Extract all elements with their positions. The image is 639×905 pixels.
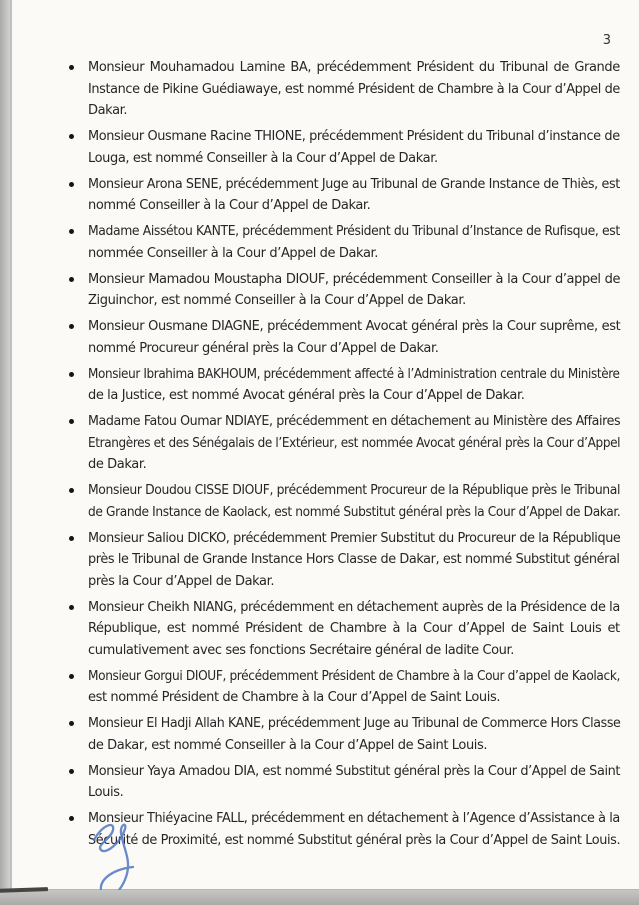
list-item-line: Instance de Pikine Guédiawaye, est nommé Président de Chambre à la Cour d’Appel de (88, 81, 620, 97)
list-item-line: nommé Conseiller à la Cour d’Appel de Dakar. (88, 198, 371, 213)
list-item-line: cumulativement avec ses fonctions Secrétaire général de ladite Cour. (88, 642, 515, 658)
list-item (88, 666, 620, 709)
bullet-icon (69, 277, 74, 282)
bullet-icon (69, 816, 74, 821)
bullet-icon (69, 721, 74, 726)
list-item (88, 597, 620, 662)
list-item-line: de Dakar. (88, 457, 147, 472)
document-body (88, 57, 620, 856)
appointments-list (88, 57, 620, 851)
list-item (88, 364, 620, 407)
list-item (88, 57, 620, 122)
list-item (88, 411, 620, 476)
scan-crease-line (10, 0, 12, 905)
list-item-line: Madame Fatou Oumar NDIAYE, précédemment en détachement au Ministère des Affaires (88, 414, 621, 429)
list-item-line: Monsieur Mamadou Moustapha DIOUF, précédemment Conseiller à la Cour d’appel de (88, 271, 621, 287)
list-item-line: est nommé Président de Chambre à la Cour d’Appel de Saint Louis. (88, 690, 501, 705)
scan-edge-bottom (0, 890, 639, 905)
list-item-line: Monsieur Ousmane DIAGNE, précédemment Avocat général près la Cour suprême, est (88, 319, 621, 334)
list-item-line: Madame Aissétou KANTE, précédemment Président du Tribunal d’Instance de Rufisque, est (88, 224, 620, 239)
list-item-line: Monsieur Ibrahima BAKHOUM, précédemment affecté à l’Administration centrale du Ministère (88, 366, 620, 382)
list-item-line: Monsieur Saliou DICKO, précédemment Premier Substitut du Procureur de la République (88, 530, 621, 546)
bullet-icon (69, 605, 74, 610)
list-item (88, 316, 620, 359)
bullet-icon (69, 182, 74, 187)
bullet-icon (69, 769, 74, 774)
list-item-line: près la Cour d’Appel de Dakar. (88, 573, 275, 589)
page-number: 3 (602, 33, 611, 48)
bullet-icon (69, 536, 74, 541)
list-item-line: Monsieur Yaya Amadou DIA, est nommé Substitut général près la Cour d’Appel de Saint (88, 763, 621, 779)
list-item (88, 480, 620, 523)
list-item-line: nommé Procureur général près la Cour d’Appel de Dakar. (88, 340, 439, 356)
list-item-line: Monsieur Mouhamadou Lamine BA, précédemment Président du Tribunal de Grande (88, 60, 620, 75)
list-item-line: Monsieur Cheikh NIANG, précédemment en détachement auprès de la Présidence de la (88, 599, 620, 615)
list-item-line: nommée Conseiller à la Cour d’Appel de Dakar. (88, 245, 378, 261)
bullet-icon (69, 65, 74, 70)
list-item (88, 174, 620, 217)
list-item-line: Sécurité de Proximité, est nommé Substitut général près la Cour d’Appel de Saint Louis. (88, 832, 621, 848)
list-item-line: de la Justice, est nommé Avocat général près la Cour d’Appel de Dakar. (88, 388, 525, 403)
bullet-icon (69, 419, 74, 424)
list-item (88, 528, 620, 593)
list-item-line: Monsieur Thiéyacine FALL, précédemment en détachement à l’Agence d’Assistance à la (88, 811, 620, 826)
list-item-line: Monsieur Doudou CISSE DIOUF, précédemment Procureur de la République près le Tribunal (88, 483, 621, 498)
bullet-icon (69, 674, 74, 679)
list-item (88, 221, 620, 264)
scan-edge-left (0, 0, 10, 905)
list-item-line: Monsieur Ousmane Racine THIONE, précédemment Président du Tribunal d’instance de (88, 129, 620, 144)
bullet-icon (69, 229, 74, 234)
list-item (88, 761, 620, 804)
list-item-line: Ziguinchor, est nommé Conseiller à la Cour d’Appel de Dakar. (88, 293, 466, 308)
list-item-line: Etrangères et des Sénégalais de l’Extérieur, est nommée Avocat général près la Cour d’Appel (88, 435, 621, 451)
bullet-icon (69, 372, 74, 377)
list-item-line: République, est nommé Président de Chambre à la Cour d’Appel de Saint Louis et (88, 621, 620, 636)
bullet-icon (69, 488, 74, 493)
list-item-line: de Dakar, est nommé Conseiller à la Cour d’Appel de Saint Louis. (88, 737, 488, 753)
list-item-line: de Grande Instance de Kaolack, est nommé Substitut général près la Cour d’Appel de Dakar. (88, 504, 621, 520)
list-item (88, 269, 620, 312)
list-item-line: Monsieur El Hadji Allah KANE, précédemment Juge au Tribunal de Commerce Hors Classe (88, 716, 621, 731)
bullet-icon (69, 324, 74, 329)
list-item (88, 126, 620, 169)
list-item-line: Monsieur Arona SENE, précédemment Juge au Tribunal de Grande Instance de Thiès, est (88, 176, 620, 192)
list-item-line: Louga, est nommé Conseiller à la Cour d’Appel de Dakar. (88, 150, 438, 166)
list-item (88, 713, 620, 756)
list-item-line: Monsieur Gorgui DIOUF, précédemment Président de Chambre à la Cour d’appel de Kaolack, (88, 668, 620, 684)
list-item-line: près le Tribunal de Grande Instance Hors Classe de Dakar, est nommé Substitut général (88, 552, 620, 567)
list-item (88, 808, 620, 851)
list-item-line: Dakar. (88, 103, 128, 118)
list-item-line: Louis. (88, 785, 124, 800)
bullet-icon (69, 134, 74, 139)
